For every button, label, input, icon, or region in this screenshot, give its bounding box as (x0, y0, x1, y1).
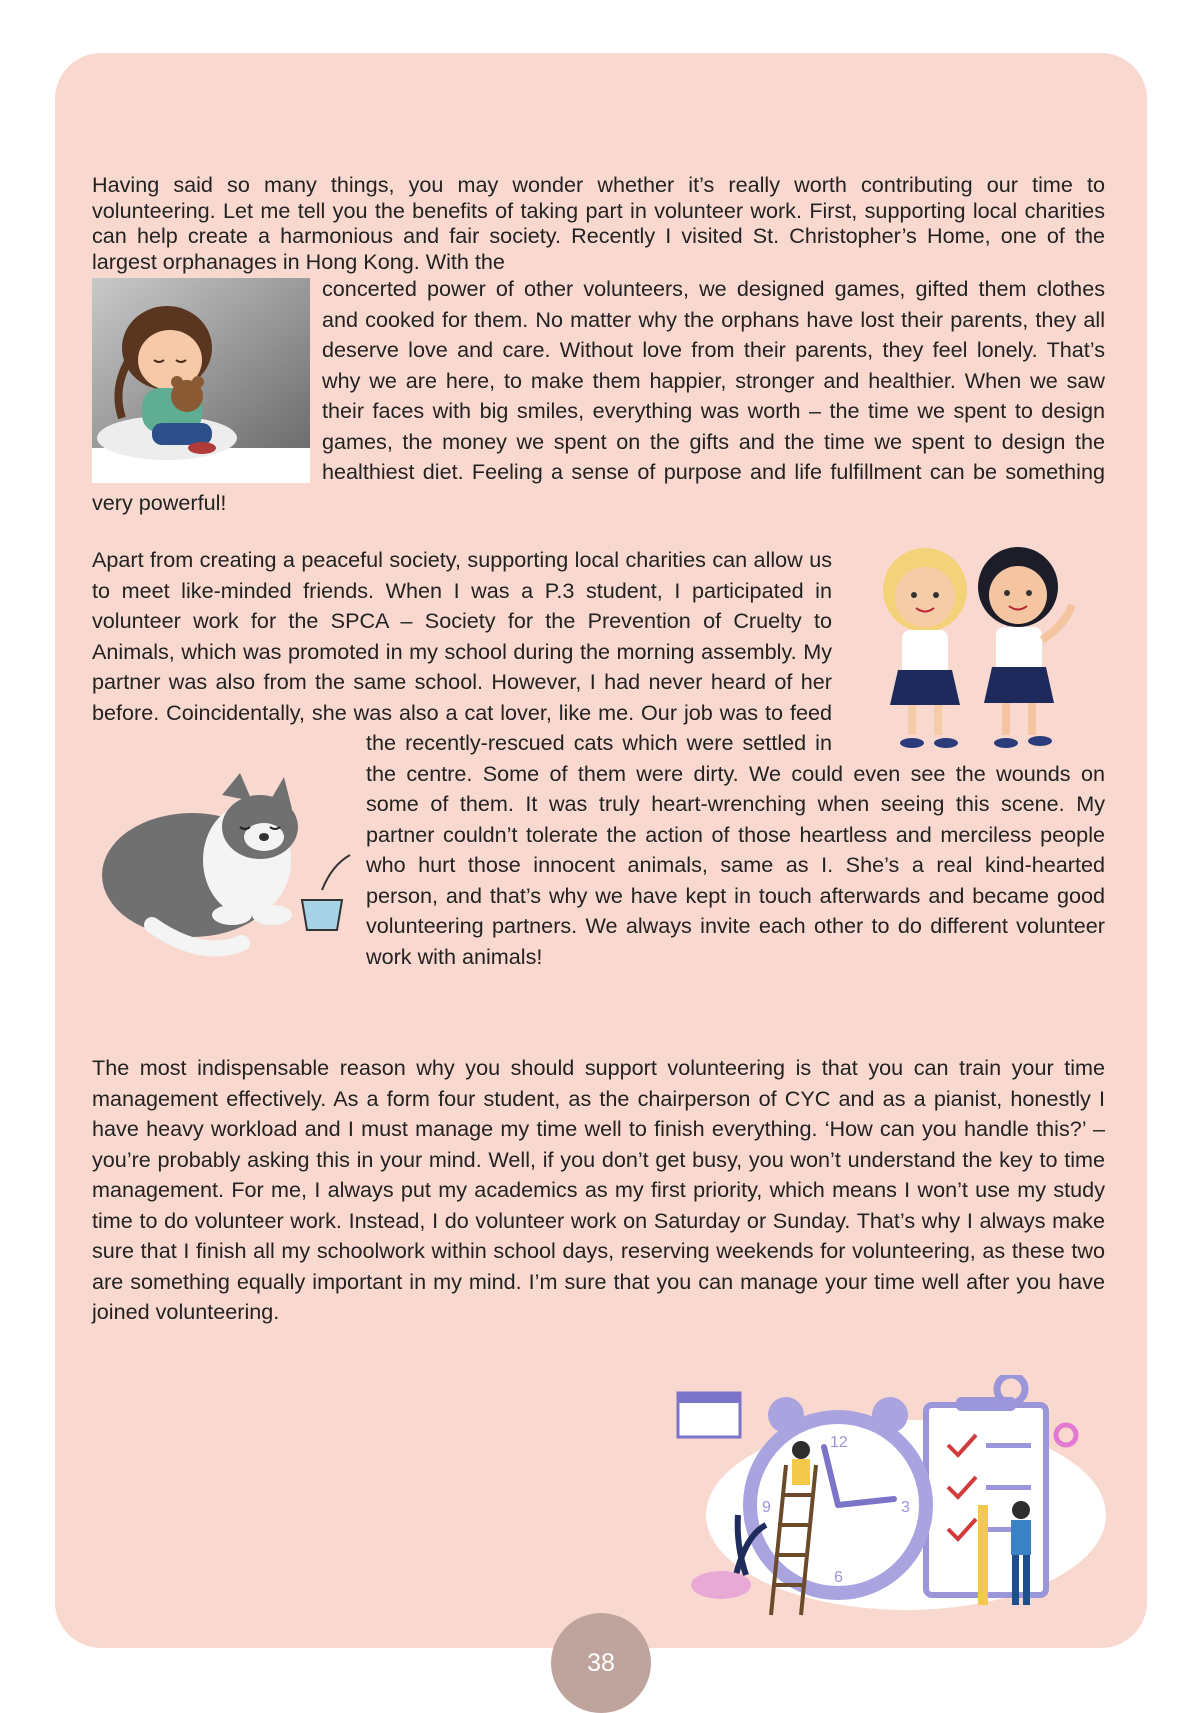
paragraph-3 (92, 1053, 1105, 1328)
clock-number-3: 3 (901, 1499, 910, 1516)
cat-with-water-bowl-illustration (92, 765, 354, 960)
clock-number-6: 6 (834, 1569, 843, 1586)
paragraph-2-text: Apart from creating a peaceful society, supporting local charities can allow us to meet like-minded friends. When I was a P.3 student, I participated in volunteer work for the SPCA – Society for the Prevention of Cruelty to Animals, which was promoted in my school during the morning assembly. My partner was also from the same school. However, I had never heard of her before. Coincidentally, she was also a cat lover, like me. Our job was to feed the recently-rescued cats which were settled in the centre. Some of them were dirty. We could even see the wounds on some of them. It was truly heart-wrenching when seeing this scene. My partner couldn’t tolerate the action of those heartless and merciless people who hurt those innocent animals, same as I. She’s a real kind-hearted person, and that’s why we have kept in touch afterwards and became good volunteering partners. We always invite each other to do different volunteer work with animals! (92, 547, 1105, 969)
paragraph-2 (92, 545, 1105, 972)
clock-time-management-illustration (676, 1375, 1106, 1620)
page-number-badge (551, 1613, 651, 1713)
sad-girl-teddy-illustration (92, 278, 310, 483)
paragraph-3-text: The most indispensable reason why you should support volunteering is that you can train your time management effectively. As a form four student, as the chairperson of CYC and as a pianist, honestly I have heavy workload and I must manage my time well to finish everything. ‘How can you handle this?’ – you’re probably asking this in your mind. Well, if you don’t get busy, you won’t understand the key to time management. For me, I always put my academics as my first priority, which means I won’t use my study time to do volunteer work. Instead, I do volunteer work on Saturday or Sunday. That’s why I always make sure that I finish all my schoolwork within school days, reserving weekends for volunteering, as these two are something equally important in my mind. I’m sure that you can manage your time well after you have joined volunteering. (92, 1055, 1105, 1324)
paragraph-1-lead: Having said so many things, you may wonder whether it’s really worth contributing our time to volunteering. Let me tell you the benefits of taking part in volunteer work. First, supporting local charities can help create a harmonious and fair society. Recently I visited St. Christopher’s Home, one of the largest orphanages in Hong Kong. With the (92, 172, 1105, 274)
clock-number-9: 9 (762, 1499, 771, 1516)
clock-number-12: 12 (830, 1434, 848, 1451)
two-schoolgirls-illustration (850, 545, 1105, 755)
paragraph-1-body: concerted power of other volunteers, we designed games, gifted them clothes and cooked for them. No matter why the orphans have lost their parents, they all deserve love and care. Without love from their parents, they feel lonely. That’s why we are here, to make them happier, stronger and healthier. When we saw their faces with big smiles, everything was worth – the time we spent to design games, the money we spent on the gifts and the time we spent to design the healthiest diet. Feeling a sense of purpose and life fulfillment can be something very powerful! (92, 276, 1105, 515)
page-number: 38 (587, 1649, 615, 1677)
paragraph-1 (92, 172, 1105, 518)
